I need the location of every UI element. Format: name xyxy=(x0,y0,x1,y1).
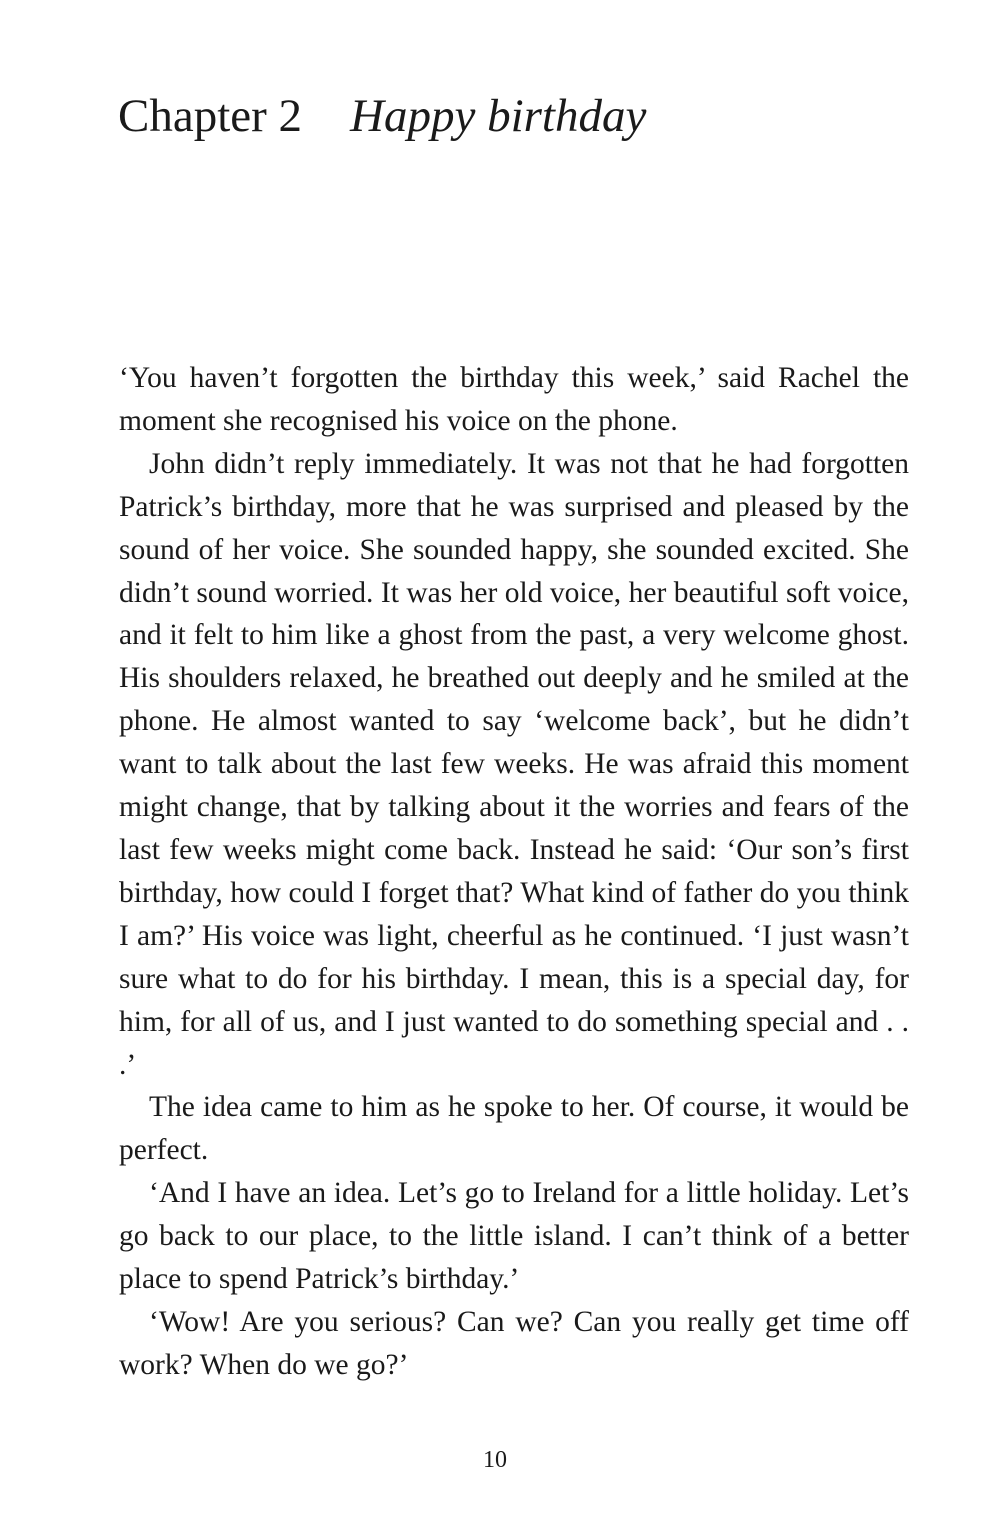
page-number: 10 xyxy=(483,1447,507,1473)
chapter-text xyxy=(119,357,909,1387)
paragraph-3: The idea came to him as he spoke to her. Of course, it would be perfect. xyxy=(119,1091,909,1167)
paragraph-1: ‘You haven’t forgotten the birthday this week,’ said Rachel the moment she recognised his voice on the phone. xyxy=(119,362,909,437)
paragraph-5: ‘Wow! Are you serious? Can we? Can you really get time off work? When do we go?’ xyxy=(119,1305,909,1381)
chapter-heading xyxy=(118,86,918,146)
paragraph-4: ‘And I have an idea. Let’s go to Ireland for a little holiday. Let’s go back to our place, to the little island. I can’t think of a better place to spend Patrick’s birthday.’ xyxy=(119,1177,909,1296)
chapter-label: Chapter 2 xyxy=(118,90,303,142)
paragraph-2: John didn’t reply immediately. It was not that he had forgotten Patrick’s birthday, more that he was surprised and pleased by the sound of her voice. She sounded happy, she sounded excited. She didn’t sound worried. It was her old voice, her beautiful soft voice, and it felt to him like a ghost from the past, a very welcome ghost. His shoulders relaxed, he breathed out deeply and he smiled at the phone. He almost wanted to say ‘welcome back’, but he didn’t want to talk about the last few weeks. He was afraid this moment might change, that by talking about it the worries and fears of the last few weeks might come back. Instead he said: ‘Our son’s first birthday, how could I forget that? What kind of father do you think I am?’ His voice was light, cheerful as he continued. ‘I just wasn’t sure what to do for his birthday. I mean, this is a special day, for him, for all of us, and I just wanted to do something special and . . .’ xyxy=(119,447,909,1081)
chapter-title: Happy birthday xyxy=(350,90,647,142)
